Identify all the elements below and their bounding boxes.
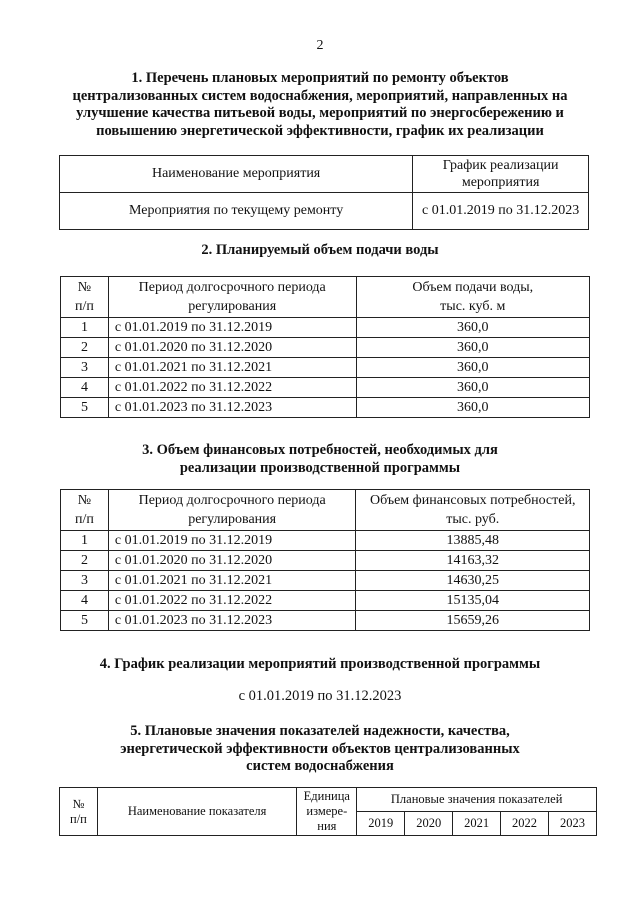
row-value: 15659,26 bbox=[356, 611, 590, 631]
row-num: 2 bbox=[61, 551, 109, 571]
row-value: 360,0 bbox=[356, 358, 590, 378]
header-financial-line: тыс. руб. bbox=[446, 512, 500, 527]
section1-title-line: улучшение качества питьевой воды, мероприятий по энергосбережению и bbox=[76, 105, 564, 121]
section1-title bbox=[40, 70, 600, 140]
header-volume bbox=[356, 277, 590, 318]
header-period-line: Период долгосрочного периода bbox=[138, 493, 326, 508]
header-num-line: № bbox=[77, 493, 92, 508]
table-row bbox=[60, 193, 589, 230]
row-value: 14630,25 bbox=[356, 571, 590, 591]
row-period: с 01.01.2019 по 31.12.2019 bbox=[108, 318, 356, 338]
header-year: 2021 bbox=[453, 812, 501, 836]
table-row bbox=[61, 531, 590, 551]
header-financial-line: Объем финансовых потребностей, bbox=[369, 493, 576, 508]
section4-title: 4. График реализации мероприятий производственной программы bbox=[99, 656, 541, 672]
page-number: 2 bbox=[316, 38, 324, 53]
row-value: 15135,04 bbox=[356, 591, 590, 611]
row-period: с 01.01.2023 по 31.12.2023 bbox=[108, 398, 356, 418]
row-period: с 01.01.2022 по 31.12.2022 bbox=[108, 591, 356, 611]
header-period bbox=[108, 490, 356, 531]
row-num: 1 bbox=[61, 318, 109, 338]
row-value: 360,0 bbox=[356, 398, 590, 418]
header-volume-line: Объем подачи воды, bbox=[412, 280, 534, 295]
header-num-line: № bbox=[72, 796, 85, 811]
header-schedule-line: мероприятия bbox=[461, 175, 540, 190]
section5-title-line: систем водоснабжения bbox=[246, 758, 394, 774]
header-num bbox=[60, 788, 98, 836]
table-row bbox=[61, 571, 590, 591]
row-value: 360,0 bbox=[356, 338, 590, 358]
section5-title-line: 5. Плановые значения показателей надежности, качества, bbox=[130, 723, 510, 739]
section1-title-line: централизованных систем водоснабжения, мероприятий, направленных на bbox=[72, 87, 568, 104]
header-num-line: п/п bbox=[70, 811, 87, 826]
header-num-line: п/п bbox=[75, 299, 94, 314]
table-row bbox=[61, 591, 590, 611]
table-row bbox=[61, 611, 590, 631]
section1-title-line: 1. Перечень плановых мероприятий по ремонту объектов bbox=[131, 70, 509, 86]
activity-name: Мероприятия по текущему ремонту bbox=[60, 193, 413, 230]
header-period bbox=[108, 277, 356, 318]
row-value: 360,0 bbox=[356, 318, 590, 338]
section2-title: 2. Планируемый объем подачи воды bbox=[201, 242, 439, 258]
header-year: 2022 bbox=[501, 812, 549, 836]
header-unit-line: Единица bbox=[303, 789, 350, 803]
header-schedule-line: График реализации bbox=[442, 158, 559, 173]
row-num: 3 bbox=[61, 571, 109, 591]
row-num: 4 bbox=[61, 378, 109, 398]
header-year: 2019 bbox=[357, 812, 405, 836]
section5-table bbox=[59, 787, 597, 836]
section3-table bbox=[60, 489, 590, 631]
header-schedule bbox=[413, 156, 589, 193]
row-num: 4 bbox=[61, 591, 109, 611]
table-row bbox=[61, 378, 590, 398]
row-value: 13885,48 bbox=[356, 531, 590, 551]
table-row bbox=[61, 318, 590, 338]
header-num bbox=[61, 277, 109, 318]
row-period: с 01.01.2021 по 31.12.2021 bbox=[108, 571, 356, 591]
header-num-line: п/п bbox=[75, 512, 94, 527]
header-volume-line: тыс. куб. м bbox=[440, 299, 506, 314]
row-period: с 01.01.2023 по 31.12.2023 bbox=[108, 611, 356, 631]
row-period: с 01.01.2020 по 31.12.2020 bbox=[108, 338, 356, 358]
table-row bbox=[61, 338, 590, 358]
row-period: с 01.01.2020 по 31.12.2020 bbox=[108, 551, 356, 571]
row-num: 1 bbox=[61, 531, 109, 551]
header-planned-values: Плановые значения показателей bbox=[357, 788, 597, 812]
header-financial-needs bbox=[356, 490, 590, 531]
row-num: 5 bbox=[61, 398, 109, 418]
section1-table bbox=[59, 155, 589, 230]
header-unit-line: ния bbox=[317, 819, 337, 833]
row-value: 360,0 bbox=[356, 378, 590, 398]
section3-title bbox=[40, 442, 600, 477]
row-num: 2 bbox=[61, 338, 109, 358]
header-year: 2020 bbox=[405, 812, 453, 836]
header-activity-name: Наименование мероприятия bbox=[60, 156, 413, 193]
header-indicator-name: Наименование показателя bbox=[97, 788, 296, 836]
header-unit-line: измере- bbox=[306, 804, 348, 818]
section5-title bbox=[40, 723, 600, 776]
section4-period: с 01.01.2019 по 31.12.2023 bbox=[238, 688, 402, 704]
section2-table bbox=[60, 276, 590, 418]
table-row bbox=[61, 398, 590, 418]
row-period: с 01.01.2022 по 31.12.2022 bbox=[108, 378, 356, 398]
header-num bbox=[61, 490, 109, 531]
section1-title-line: повышению энергетической эффективности, график их реализации bbox=[96, 122, 544, 139]
table-row bbox=[61, 551, 590, 571]
row-period: с 01.01.2021 по 31.12.2021 bbox=[108, 358, 356, 378]
row-value: 14163,32 bbox=[356, 551, 590, 571]
row-num: 3 bbox=[61, 358, 109, 378]
table-row bbox=[61, 358, 590, 378]
header-num-line: № bbox=[77, 280, 92, 295]
header-period-line: регулирования bbox=[188, 299, 277, 314]
header-unit bbox=[297, 788, 357, 836]
section3-title-line: 3. Объем финансовых потребностей, необходимых для bbox=[142, 442, 498, 458]
section5-title-line: энергетической эффективности объектов централизованных bbox=[120, 740, 520, 757]
row-num: 5 bbox=[61, 611, 109, 631]
header-period-line: регулирования bbox=[188, 512, 277, 527]
activity-period: с 01.01.2019 по 31.12.2023 bbox=[413, 193, 589, 230]
row-period: с 01.01.2019 по 31.12.2019 bbox=[108, 531, 356, 551]
header-year: 2023 bbox=[549, 812, 597, 836]
section3-title-line: реализации производственной программы bbox=[179, 459, 461, 476]
header-period-line: Период долгосрочного периода bbox=[138, 280, 326, 295]
